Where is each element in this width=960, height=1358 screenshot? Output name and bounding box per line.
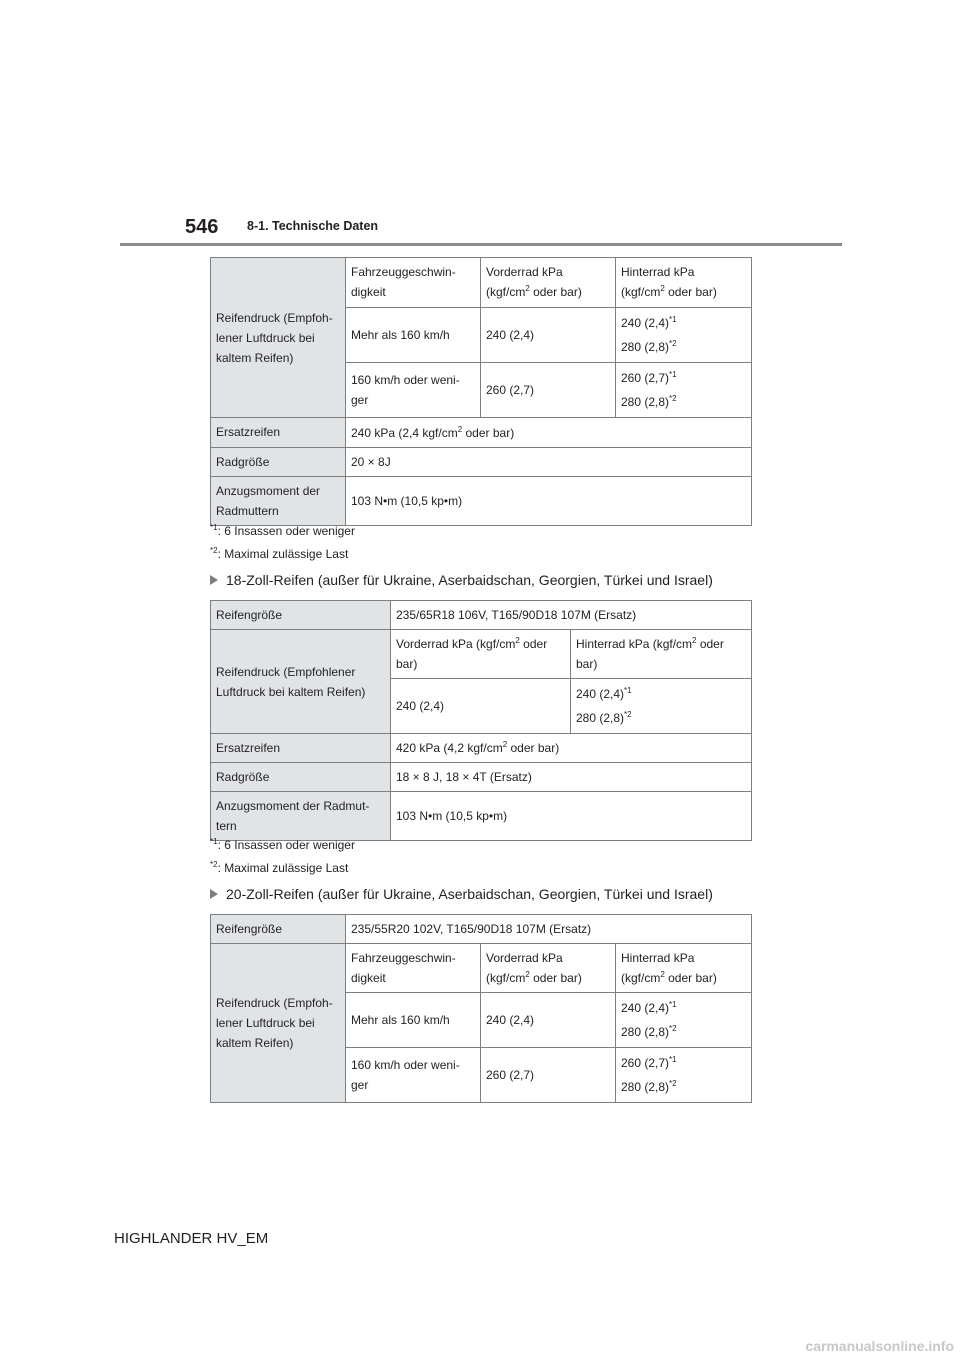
footnote-2: $^{*2}$: Maximal zulässige Last bbox=[210, 860, 349, 875]
rear-header-cell: Hinterrad kPa ($kgf/cm^2$ oder bar) bbox=[571, 630, 752, 679]
footer-model-name: HIGHLANDER HV_EM bbox=[114, 1230, 269, 1247]
spare-value-cell: 240 kPa (2,4 kgf/$cm^2$ oder bar) bbox=[346, 418, 752, 448]
section-title: 8-1. Technische Daten bbox=[247, 219, 379, 233]
rear-value-cell: 260 $(2,7)^{*1}$ 280 $(2,8)^{*2}$ bbox=[616, 363, 752, 418]
speed-cell: 160 km/h oder weni- ger bbox=[346, 363, 481, 418]
torque-value-cell: 103 N•m (10,5 kp•m) bbox=[346, 477, 752, 526]
tire-size-value-cell: 235/55R20 102V, T165/90D18 107M (Ersatz) bbox=[346, 915, 752, 944]
speed-cell: Mehr als 160 km/h bbox=[346, 993, 481, 1048]
section-heading-20-inch: 20-Zoll-Reifen (außer für Ukraine, Aserbaidschan, Georgien, Türkei und Israel) bbox=[210, 886, 713, 902]
spare-label-cell: Ersatzreifen bbox=[211, 734, 391, 763]
front-value-cell: 260 (2,7) bbox=[481, 1048, 616, 1103]
torque-value-cell: 103 N•m (10,5 kp•m) bbox=[391, 792, 752, 841]
torque-label-cell: Anzugsmoment der Radmut- tern bbox=[211, 792, 391, 841]
front-header-cell: Vorderrad kPa ($kgf/cm^2$ oder bar) bbox=[391, 630, 571, 679]
tire-spec-table-18-inch bbox=[210, 600, 752, 841]
watermark: carmanualsonline.info bbox=[805, 1338, 954, 1354]
pressure-label-cell: Reifendruck (Empfoh- lener Luftdruck bei kaltem Reifen) bbox=[211, 258, 346, 418]
wheel-value-cell: 18 × 8 J, 18 × 4T (Ersatz) bbox=[391, 763, 752, 792]
wheel-label-cell: Radgröße bbox=[211, 763, 391, 792]
pressure-label-cell: Reifendruck (Empfohlener Luftdruck bei kaltem Reifen) bbox=[211, 630, 391, 734]
speed-header-cell: Fahrzeuggeschwin- digkeit bbox=[346, 258, 481, 308]
front-value-cell: 260 (2,7) bbox=[481, 363, 616, 418]
speed-cell: 160 km/h oder weni- ger bbox=[346, 1048, 481, 1103]
rear-value-cell: 240 $(2,4)^{*1}$ 280 $(2,8)^{*2}$ bbox=[616, 308, 752, 363]
page-number: 546 bbox=[185, 216, 219, 238]
footnote-1: $^{*1}$: 6 Insassen oder weniger bbox=[210, 837, 355, 852]
rear-header-cell: Hinterrad kPa ($kgf/cm^2$ oder bar) bbox=[616, 258, 752, 308]
triangle-bullet-icon bbox=[210, 575, 218, 585]
tire-spec-table-top bbox=[210, 257, 752, 526]
spare-label-cell: Ersatzreifen bbox=[211, 418, 346, 448]
wheel-label-cell: Radgröße bbox=[211, 448, 346, 477]
rear-value-cell: 240 $(2,4)^{*1}$ 280 $(2,8)^{*2}$ bbox=[571, 679, 752, 734]
footnote-2: $^{*2}$: Maximal zulässige Last bbox=[210, 546, 349, 561]
front-header-cell: Vorderrad kPa ($kgf/cm^2$ oder bar) bbox=[481, 258, 616, 308]
header-divider bbox=[120, 243, 842, 246]
tire-size-label-cell: Reifengröße bbox=[211, 601, 391, 630]
triangle-bullet-icon bbox=[210, 889, 218, 899]
section-heading-18-inch: 18-Zoll-Reifen (außer für Ukraine, Aserbaidschan, Georgien, Türkei und Israel) bbox=[210, 572, 713, 588]
front-value-cell: 240 (2,4) bbox=[391, 679, 571, 734]
tire-spec-table-20-inch bbox=[210, 914, 752, 1103]
speed-header-cell: Fahrzeuggeschwin- digkeit bbox=[346, 944, 481, 993]
front-value-cell: 240 (2,4) bbox=[481, 993, 616, 1048]
speed-cell: Mehr als 160 km/h bbox=[346, 308, 481, 363]
front-header-cell: Vorderrad kPa ($kgf/cm^2$ oder bar) bbox=[481, 944, 616, 993]
rear-header-cell: Hinterrad kPa ($kgf/cm^2$ oder bar) bbox=[616, 944, 752, 993]
tire-size-value-cell: 235/65R18 106V, T165/90D18 107M (Ersatz) bbox=[391, 601, 752, 630]
wheel-value-cell: 20 × 8J bbox=[346, 448, 752, 477]
spare-value-cell: 420 kPa (4,2 kgf/$cm^2$ oder bar) bbox=[391, 734, 752, 763]
footnote-1: $^{*1}$: 6 Insassen oder weniger bbox=[210, 523, 355, 538]
pressure-label-cell: Reifendruck (Empfoh- lener Luftdruck bei kaltem Reifen) bbox=[211, 944, 346, 1103]
tire-size-label-cell: Reifengröße bbox=[211, 915, 346, 944]
torque-label-cell: Anzugsmoment der Radmuttern bbox=[211, 477, 346, 526]
rear-value-cell: 240 $(2,4)^{*1}$ 280 $(2,8)^{*2}$ bbox=[616, 993, 752, 1048]
rear-value-cell: 260 $(2,7)^{*1}$ 280 $(2,8)^{*2}$ bbox=[616, 1048, 752, 1103]
front-value-cell: 240 (2,4) bbox=[481, 308, 616, 363]
